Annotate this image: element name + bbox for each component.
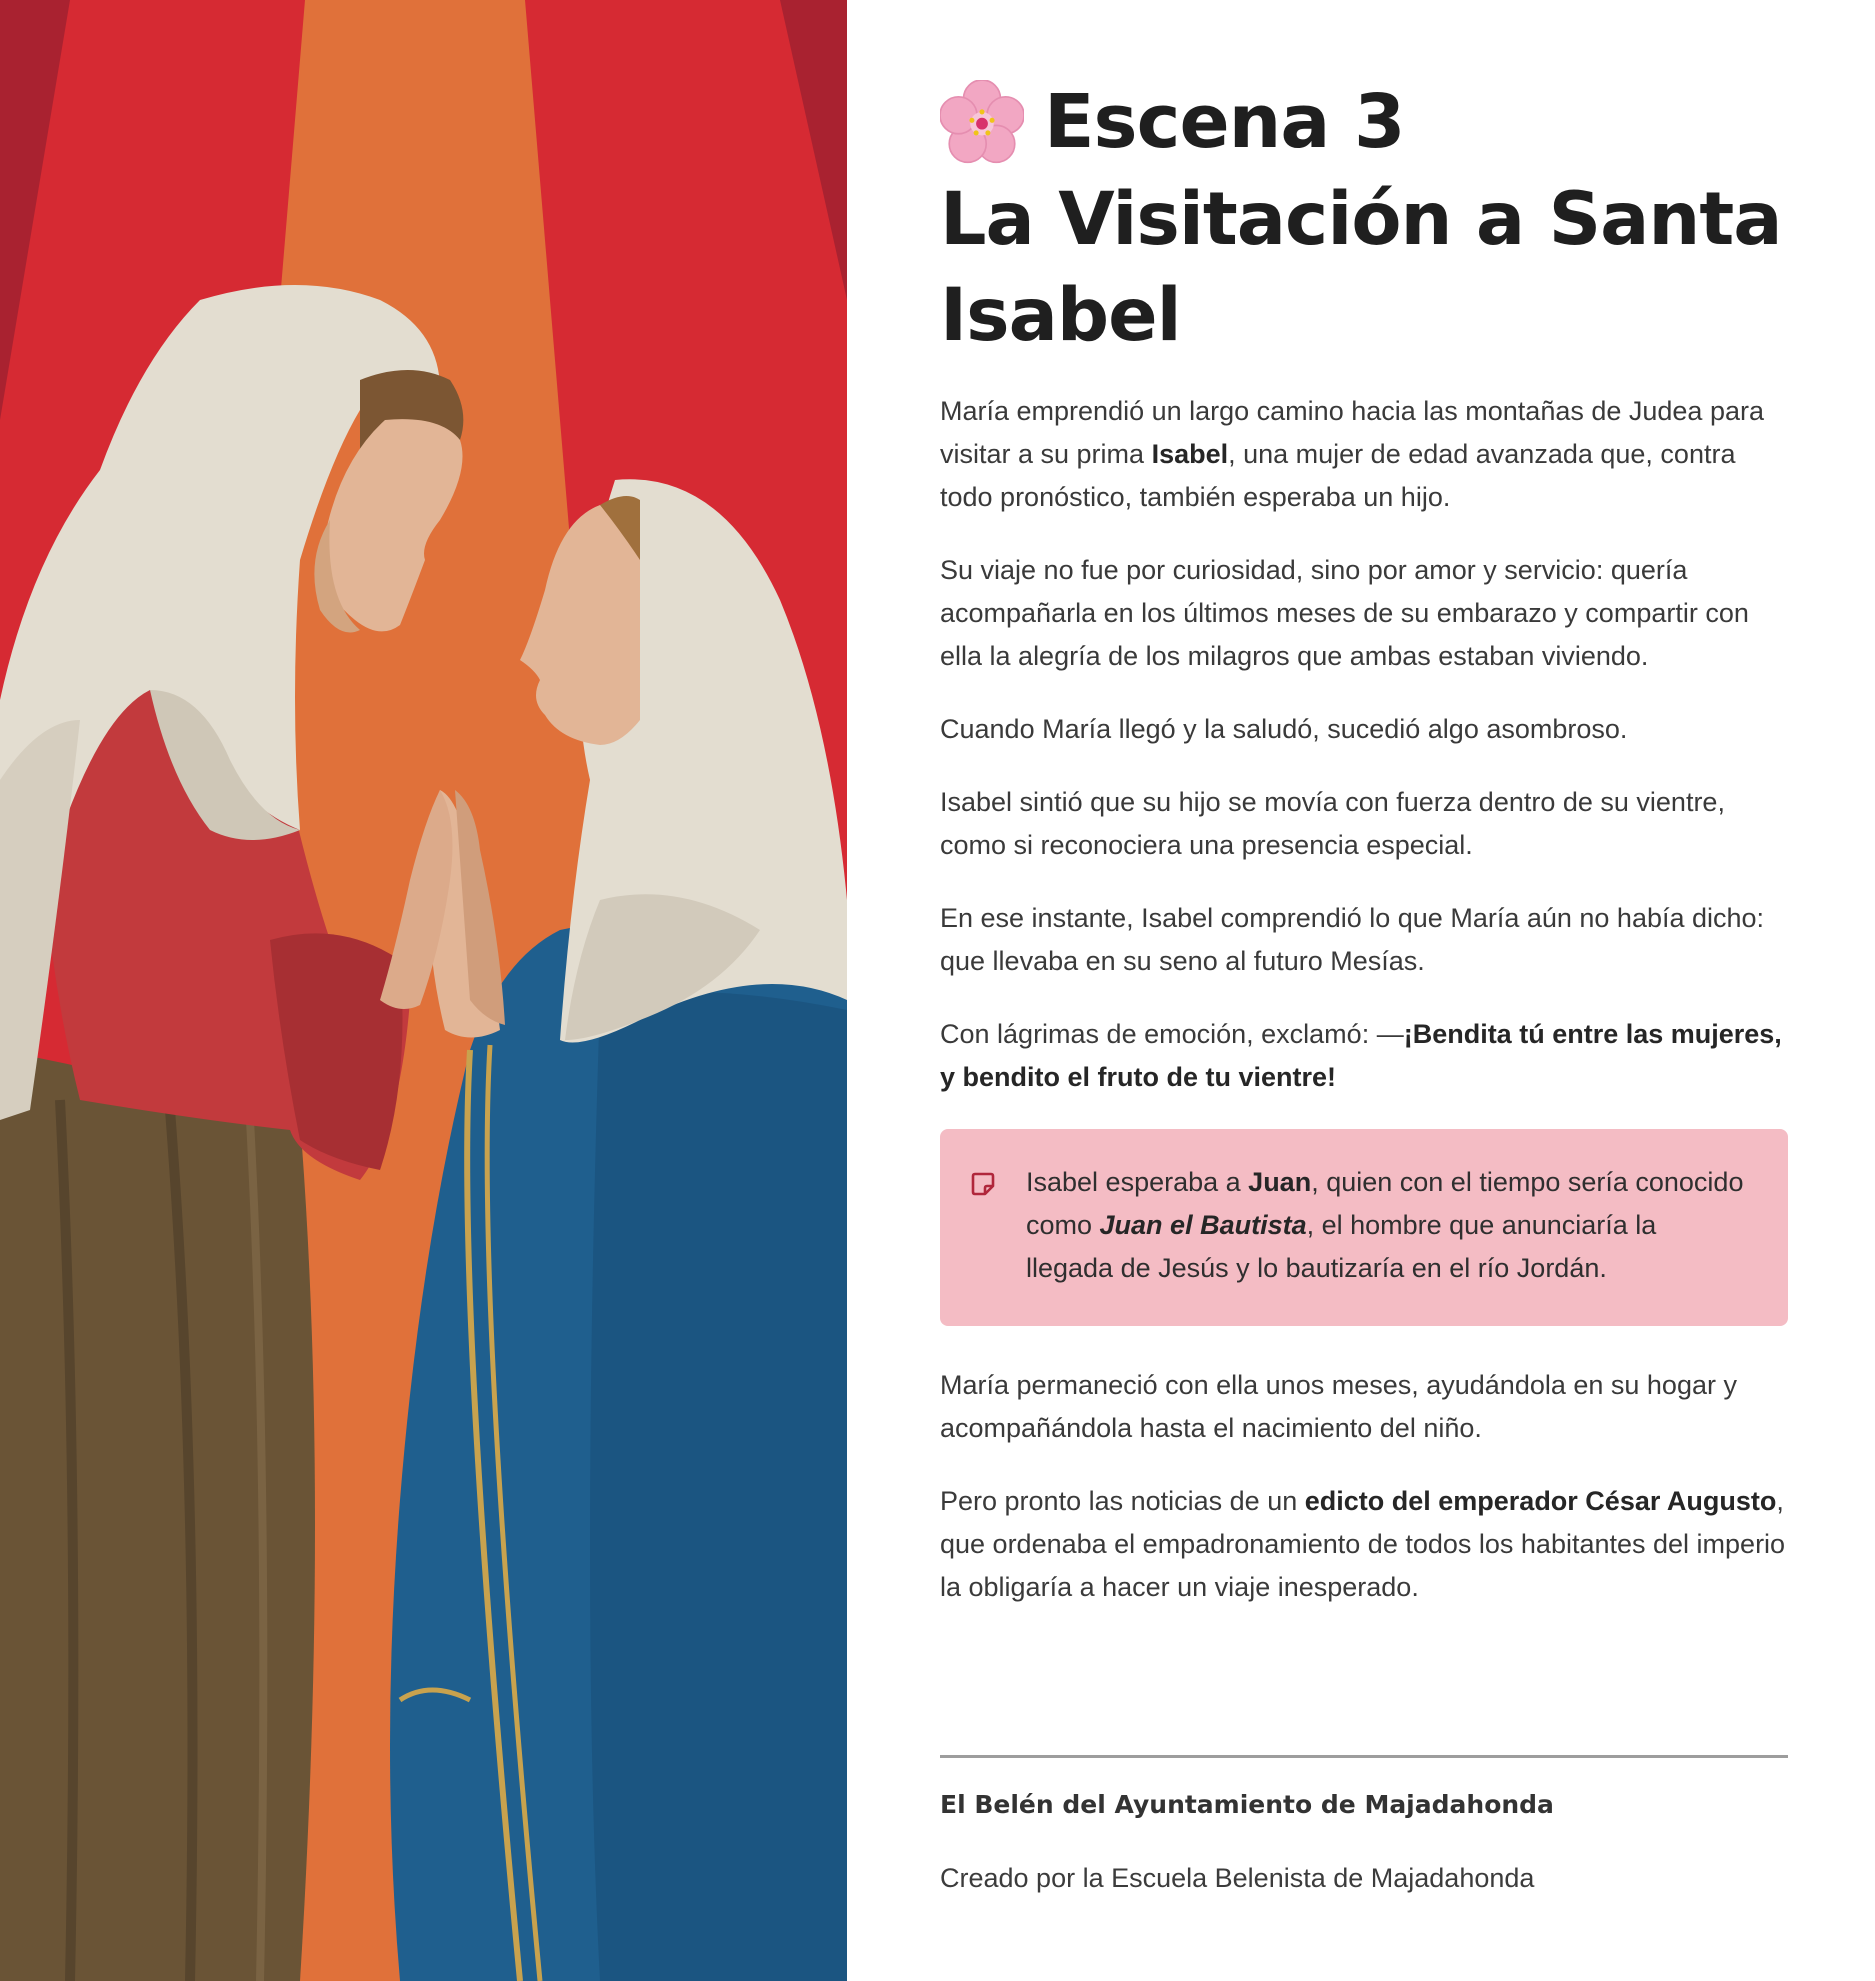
emphasis-isabel: Isabel	[1151, 439, 1229, 469]
visitation-illustration	[0, 0, 847, 1981]
cherry-blossom-icon	[940, 80, 1024, 164]
callout-note	[940, 1129, 1788, 1326]
paragraph-6: Con lágrimas de emoción, exclamó: —¡Bendita tú entre las mujeres, y bendito el fruto de tu vientre!	[940, 1019, 1782, 1092]
page-title: La Visitación a Santa Isabel	[940, 177, 1782, 358]
emphasis-juan-el-bautista: Juan el Bautista	[1099, 1210, 1307, 1240]
scene-label	[940, 72, 1405, 172]
blessing-quote: ¡Bendita tú entre las mujeres, y bendito el fruto de tu vientre!	[940, 1019, 1782, 1092]
emphasis-juan: Juan	[1248, 1167, 1312, 1197]
scene-number: Escena 3	[1044, 79, 1405, 165]
footer-divider	[940, 1755, 1788, 1758]
footer-credit: Creado por la Escuela Belenista de Majadahonda	[940, 1863, 1535, 1893]
note-icon	[970, 1171, 996, 1197]
paragraph-3: Cuando María llegó y la saludó, sucedió algo asombroso.	[940, 714, 1628, 744]
paragraph-8: Pero pronto las noticias de un edicto del emperador César Augusto, que ordenaba el empadronamiento de todos los habitantes del imperio la obligaría a hacer un viaje inesperado.	[940, 1486, 1786, 1602]
story-body	[940, 390, 1788, 1639]
callout-text: Isabel esperaba a Juan, quien con el tiempo sería conocido como Juan el Bautista, el hombre que anunciaría la llegada de Jesús y lo bautizaría en el río Jordán.	[1026, 1167, 1744, 1283]
paragraph-5: En ese instante, Isabel comprendió lo que María aún no había dicho: que llevaba en su seno al futuro Mesías.	[940, 903, 1765, 976]
footer-organization: El Belén del Ayuntamiento de Majadahonda	[940, 1790, 1554, 1819]
paragraph-4: Isabel sintió que su hijo se movía con fuerza dentro de su vientre, como si reconociera una presencia especial.	[940, 787, 1725, 860]
paragraph-1: María emprendió un largo camino hacia las montañas de Judea para visitar a su prima Isabel, una mujer de edad avanzada que, contra todo pronóstico, también esperaba un hijo.	[940, 396, 1764, 512]
paragraph-2: Su viaje no fue por curiosidad, sino por amor y servicio: quería acompañarla en los últimos meses de su embarazo y compartir con ella la alegría de los milagros que ambas estaban viviendo.	[940, 555, 1749, 671]
emphasis-edicto: edicto del emperador César Augusto	[1304, 1486, 1777, 1516]
paragraph-7: María permaneció con ella unos meses, ayudándola en su hogar y acompañándola hasta el nacimiento del niño.	[940, 1370, 1737, 1443]
